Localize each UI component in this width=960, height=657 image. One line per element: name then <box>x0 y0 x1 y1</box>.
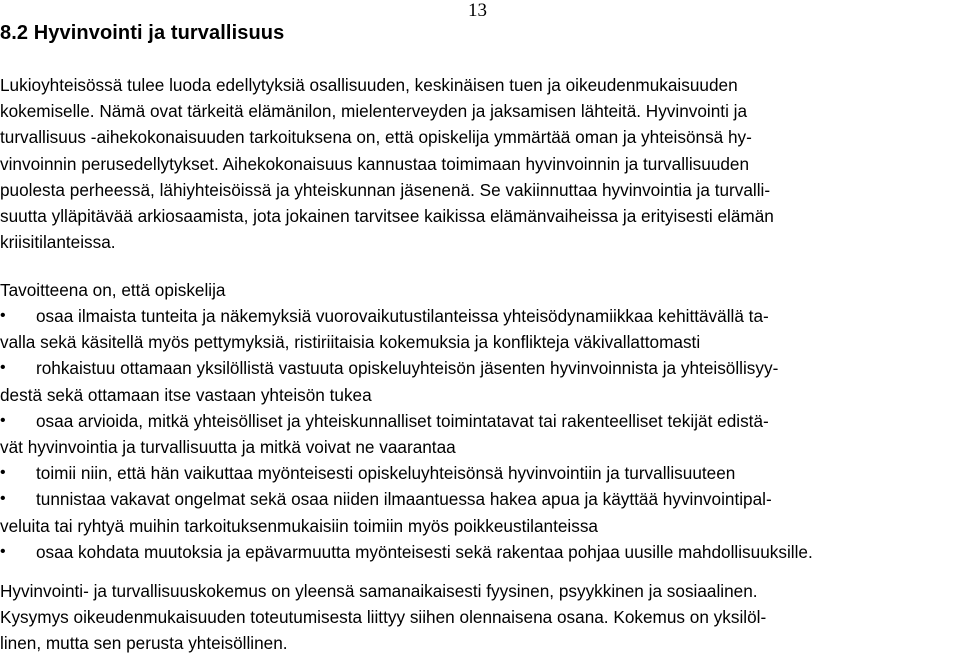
intro-line: kokemiselle. Nämä ovat tärkeitä elämänilon, mielenterveyden ja jaksamisen lähteitä. Hyvinvointi ja <box>0 101 748 122</box>
goals-intro-line: Tavoitteena on, että opiskelija <box>0 280 226 300</box>
list-item-text: osaa kohdata muutoksia ja epävarmuutta myönteisesti sekä rakentaa pohjaa uusille mahdollisuuksille. <box>36 541 813 562</box>
intro-line: kriisitilanteissa. <box>0 232 116 253</box>
bullet-icon: • <box>0 464 6 482</box>
list-item <box>0 460 960 486</box>
intro-paragraph <box>0 72 960 255</box>
list-item-continuation: destä sekä ottamaan itse vastaan yhteisön tukea <box>0 384 372 405</box>
intro-line: Lukioyhteisössä tulee luoda edellytyksiä osallisuuden, keskinäisen tuen ja oikeudenmukaisuuden <box>0 75 738 95</box>
closing-line: Hyvinvointi- ja turvallisuuskokemus on yleensä samanaikaisesti fyysinen, psyykkinen ja sosiaalinen. <box>0 581 758 601</box>
list-item <box>0 539 960 565</box>
list-item <box>0 355 960 381</box>
list-item-text: osaa arvioida, mitkä yhteisölliset ja yhteiskunnalliset toimintatavat tai rakenteelliset tekijät edistä- <box>36 410 769 431</box>
closing-line: linen, mutta sen perusta yhteisöllinen. <box>0 633 288 654</box>
closing-line: Kysymys oikeudenmukaisuuden toteutumisesta liittyy siihen olennaisena osana. Kokemus on yksilöl- <box>0 607 767 628</box>
list-item-text: toimii niin, että hän vaikuttaa myönteisesti opiskeluyhteisönsä hyvinvointiin ja turvallisuuteen <box>36 463 736 484</box>
list-item-continuation: valla sekä käsitellä myös pettymyksiä, ristiriitaisia kokemuksia ja konflikteja väkivallattomasti <box>0 332 701 353</box>
goals-intro <box>0 277 960 303</box>
goals-list <box>0 303 960 565</box>
intro-line: turvallisuus -aihekokonaisuuden tarkoituksena on, että opiskelija ymmärtää oman ja yhteisönsä hy- <box>0 127 752 148</box>
closing-paragraph <box>0 578 960 657</box>
page-number: 13 <box>468 0 487 21</box>
bullet-icon: • <box>0 359 6 377</box>
bullet-icon: • <box>0 307 6 324</box>
list-item-text: osaa ilmaista tunteita ja näkemyksiä vuorovaikutustilanteissa yhteisödynamiikkaa kehittävällä ta- <box>36 306 769 326</box>
section-heading: 8.2 Hyvinvointi ja turvallisuus <box>0 22 285 44</box>
list-item-text: tunnistaa vakavat ongelmat sekä osaa niiden ilmaantuessa hakea apua ja käyttää hyvinvointipal- <box>36 489 772 510</box>
list-item <box>0 408 960 434</box>
list-item-continuation: veluita tai ryhtyä muihin tarkoituksenmukaisiin toimiin myös poikkeustilanteissa <box>0 515 598 536</box>
list-item <box>0 486 960 512</box>
bullet-icon: • <box>0 490 6 508</box>
list-item-text: rohkaistuu ottamaan yksilöllistä vastuuta opiskeluyhteisön jäsenten hyvinvoinnista ja yhteisöllisyy- <box>36 358 779 379</box>
list-item-continuation: vät hyvinvointia ja turvallisuutta ja mitkä voivat ne vaarantaa <box>0 436 456 457</box>
bullet-icon: • <box>0 542 6 560</box>
bullet-icon: • <box>0 411 6 429</box>
intro-line: vinvoinnin perusedellytykset. Aihekokonaisuus kannustaa toimimaan hyvinvoinnin ja turvallisuuden <box>0 153 750 174</box>
intro-line: puolesta perheessä, lähiyhteisöissä ja yhteiskunnan jäsenenä. Se vakiinnuttaa hyvinvointia ja turvalli- <box>0 179 771 200</box>
intro-line: suutta ylläpitävää arkiosaamista, jota jokainen tarvitsee kaikissa elämänvaiheissa ja erityisesti elämän <box>0 205 774 226</box>
list-item <box>0 303 960 329</box>
